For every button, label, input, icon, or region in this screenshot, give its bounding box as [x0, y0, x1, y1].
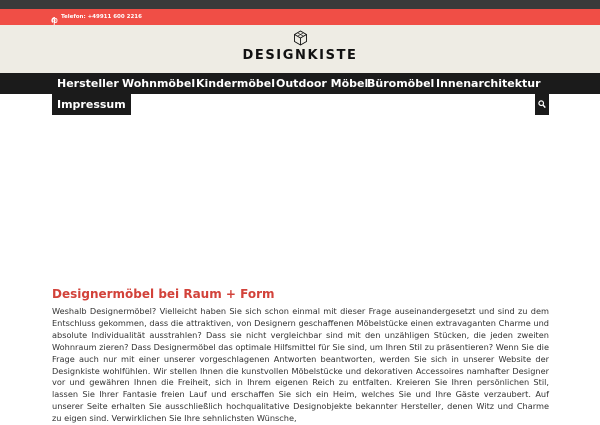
nav-item-outdoor-moebel[interactable]: Outdoor Möbel: [276, 77, 369, 90]
nav-item-wohnmoebel[interactable]: Wohnmöbel: [122, 77, 196, 90]
intro-paragraph: Weshalb Designermöbel? Vielleicht haben Sie sich schon einmal mit dieser Frage auseinandergesetzt und sind zu dem Entschluss gekommen, dass die attraktiven, von Designern geschaffenen Möbelstücke einen extravaganten Charme und absolute Individualität ausstrahlen? Dass sie nicht vergleichbar sind mit den unzähligen Stücken, die jeden zweiten Wohnraum zieren? Dass Designermöbel das optimale Hilfsmittel für Sie sind, um Ihren Stil zu präsentieren? Wenn Sie die Frage auch nur mit einer unserer vorgeschlagenen Antworten beantworten, werden Sie sich in unserer Website der Designkiste wohlfühlen. Wir stellen Ihnen die kunstvollen Möbelstücke und dekorativen Accessoires namhafter Designer vor und gewähren Ihnen die Freiheit, sich in Ihrem eigenen Reich zu entfalten. Kreieren Sie Ihren persönlichen Stil, lassen Sie Ihrer Fantasie freien Lauf und erschaffen Sie sich ein Heim, welches Sie und Ihre Gäste verzaubert. Auf unserer Seite erhalten Sie ausschließlich hochqualitative Designobjekte bekannter Hersteller, denen Witz und Charme zu eigen sind. Verwirklichen Sie Ihre sehnlichsten Wünsche,: [52, 306, 549, 424]
nav-item-innenarchitektur[interactable]: Innenarchitektur: [436, 77, 541, 90]
brand-name[interactable]: DESIGNKISTE: [242, 48, 358, 63]
phone-number[interactable]: Telefon: +49911 600 2216: [61, 14, 142, 20]
nav-item-hersteller[interactable]: Hersteller: [57, 77, 119, 90]
header-logo-area: [0, 25, 600, 73]
search-icon: [538, 100, 546, 109]
pinterest-icon[interactable]: [51, 12, 59, 22]
cube-logo-icon[interactable]: [293, 30, 308, 46]
main-nav: [0, 73, 600, 94]
nav-item-kindermoebel[interactable]: Kindermöbel: [196, 77, 276, 90]
contact-bar: [0, 9, 600, 25]
nav-item-impressum[interactable]: Impressum: [52, 94, 131, 115]
page-heading: Designermöbel bei Raum + Form: [52, 287, 275, 301]
review-bar: [0, 0, 600, 9]
search-button[interactable]: [535, 94, 549, 115]
nav-item-bueromoebel[interactable]: Büromöbel: [367, 77, 435, 90]
